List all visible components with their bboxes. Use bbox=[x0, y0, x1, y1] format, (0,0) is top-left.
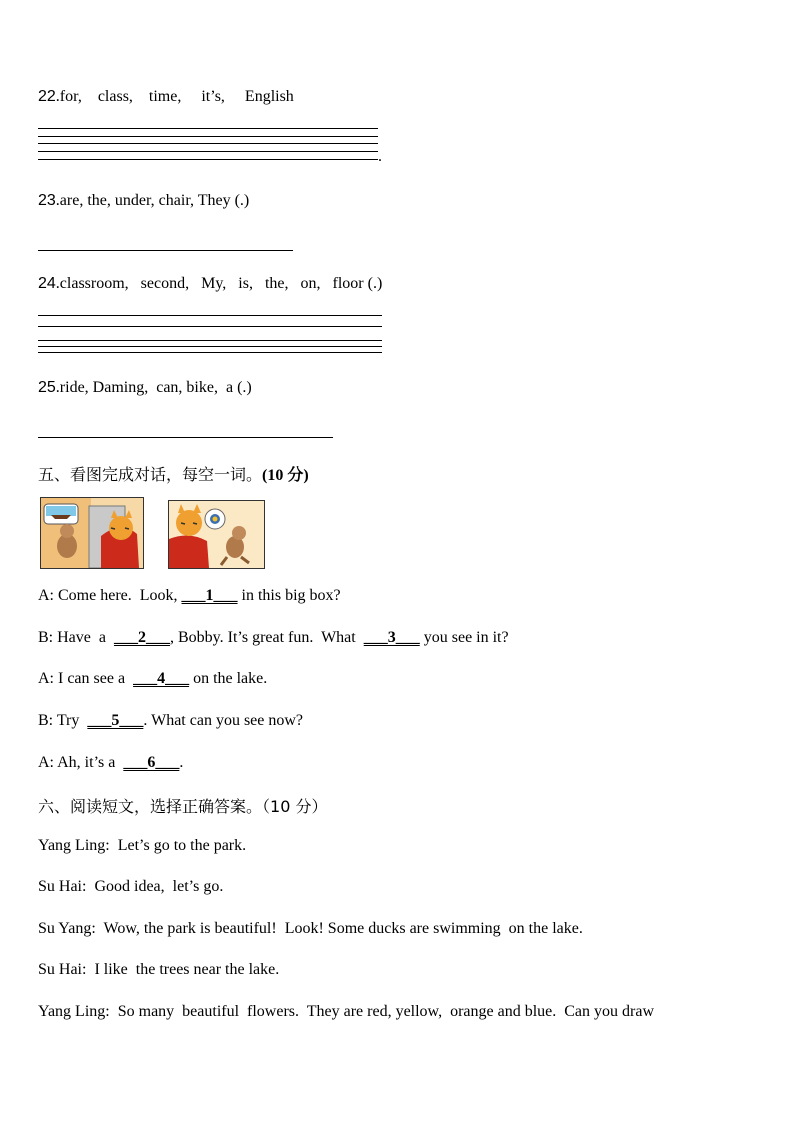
answer-line[interactable] bbox=[38, 326, 382, 327]
blank-2[interactable]: ___2___ bbox=[113, 629, 170, 646]
blank-4[interactable]: ___4___ bbox=[133, 670, 190, 687]
question-number: 23 bbox=[38, 192, 56, 209]
dialogue-text: I can see a bbox=[54, 670, 134, 687]
question-words: .classroom, second, My, is, the, on, floor (.) bbox=[55, 275, 383, 292]
speaker-label: B: bbox=[38, 712, 54, 729]
speaker-label: Yang Ling: bbox=[38, 837, 110, 854]
speaker-label: B: bbox=[38, 629, 54, 646]
speaker-label: Su Hai: bbox=[38, 961, 87, 978]
question-25 bbox=[38, 379, 252, 397]
dialogue-line-2 bbox=[38, 629, 509, 647]
answer-line[interactable] bbox=[38, 136, 378, 137]
speaker-label: Yang Ling: bbox=[38, 1003, 110, 1020]
question-22 bbox=[38, 88, 294, 106]
dialogue-text: on the lake. bbox=[189, 670, 268, 687]
dialogue-line-3 bbox=[38, 670, 267, 688]
answer-line[interactable] bbox=[38, 128, 378, 129]
blank-3[interactable]: ___3___ bbox=[363, 629, 420, 646]
question-number: 22 bbox=[38, 88, 56, 105]
question-words: .ride, Daming, can, bike, a (.) bbox=[55, 379, 252, 396]
section-6-title bbox=[38, 794, 327, 817]
dialogue-text: Try bbox=[53, 712, 88, 729]
question-words: .are, the, under, chair, They (.) bbox=[55, 192, 250, 209]
answer-line[interactable] bbox=[38, 315, 382, 316]
section-5-title bbox=[38, 462, 309, 485]
blank-6[interactable]: ___6___ bbox=[123, 754, 180, 771]
answer-line[interactable] bbox=[38, 151, 378, 152]
speaker-label: Su Yang: bbox=[38, 920, 96, 937]
reading-line-5 bbox=[38, 1003, 654, 1021]
question-words: .for, class, time, it’s, English bbox=[55, 88, 294, 105]
dialogue-text: Ah, it’s a bbox=[54, 754, 124, 771]
reading-text: So many beautiful flowers. They are red, yellow, orange and blue. Can you draw bbox=[109, 1003, 655, 1020]
section-title-text: 六、阅读短文，选择正确答案。 bbox=[38, 797, 263, 816]
question-number: 25 bbox=[38, 379, 56, 396]
dialogue-line-5 bbox=[38, 754, 183, 772]
sentence-period: . bbox=[378, 148, 382, 165]
ball-picture-icon bbox=[168, 500, 265, 569]
dialogue-text: Have a bbox=[53, 629, 114, 646]
answer-line[interactable] bbox=[38, 340, 382, 341]
blank-1[interactable]: ___1___ bbox=[181, 587, 238, 604]
speaker-label: A: bbox=[38, 670, 54, 687]
blank-5[interactable]: ___5___ bbox=[87, 712, 144, 729]
reading-text: Let’s go to the park. bbox=[109, 837, 247, 854]
answer-line[interactable] bbox=[38, 346, 382, 347]
dialogue-text: in this big box? bbox=[237, 587, 341, 604]
speaker-label: A: bbox=[38, 754, 54, 771]
dialogue-line-1 bbox=[38, 587, 341, 605]
section-title-text: 五、看图完成对话，每空一词。 bbox=[38, 465, 263, 484]
question-23 bbox=[38, 192, 249, 210]
reading-text: Good idea, let’s go. bbox=[86, 878, 224, 895]
answer-line[interactable] bbox=[38, 159, 378, 160]
dialogue-line-4 bbox=[38, 712, 303, 730]
reading-text: Wow, the park is beautiful! Look! Some ducks are swimming on the lake. bbox=[95, 920, 583, 937]
reading-text: I like the trees near the lake. bbox=[86, 961, 280, 978]
section-score: (10 分) bbox=[262, 467, 309, 484]
reading-line-3 bbox=[38, 920, 583, 938]
reading-line-4 bbox=[38, 961, 279, 979]
dialogue-text: Come here. Look, bbox=[54, 587, 182, 604]
dialogue-text: . bbox=[179, 754, 184, 771]
answer-line[interactable] bbox=[38, 437, 333, 438]
dialogue-text: , Bobby. It’s great fun. What bbox=[169, 629, 364, 646]
boat-lake-picture-icon bbox=[40, 497, 144, 569]
reading-line-2 bbox=[38, 878, 223, 896]
question-24 bbox=[38, 275, 382, 293]
reading-line-1 bbox=[38, 837, 246, 855]
speaker-label: A: bbox=[38, 587, 54, 604]
answer-line[interactable] bbox=[38, 352, 382, 353]
section-score: （10 分） bbox=[262, 797, 328, 816]
dialogue-text: you see in it? bbox=[419, 629, 509, 646]
question-number: 24 bbox=[38, 275, 56, 292]
dialogue-text: . What can you see now? bbox=[143, 712, 304, 729]
answer-line[interactable] bbox=[38, 143, 378, 144]
speaker-label: Su Hai: bbox=[38, 878, 87, 895]
answer-line[interactable] bbox=[38, 250, 293, 251]
